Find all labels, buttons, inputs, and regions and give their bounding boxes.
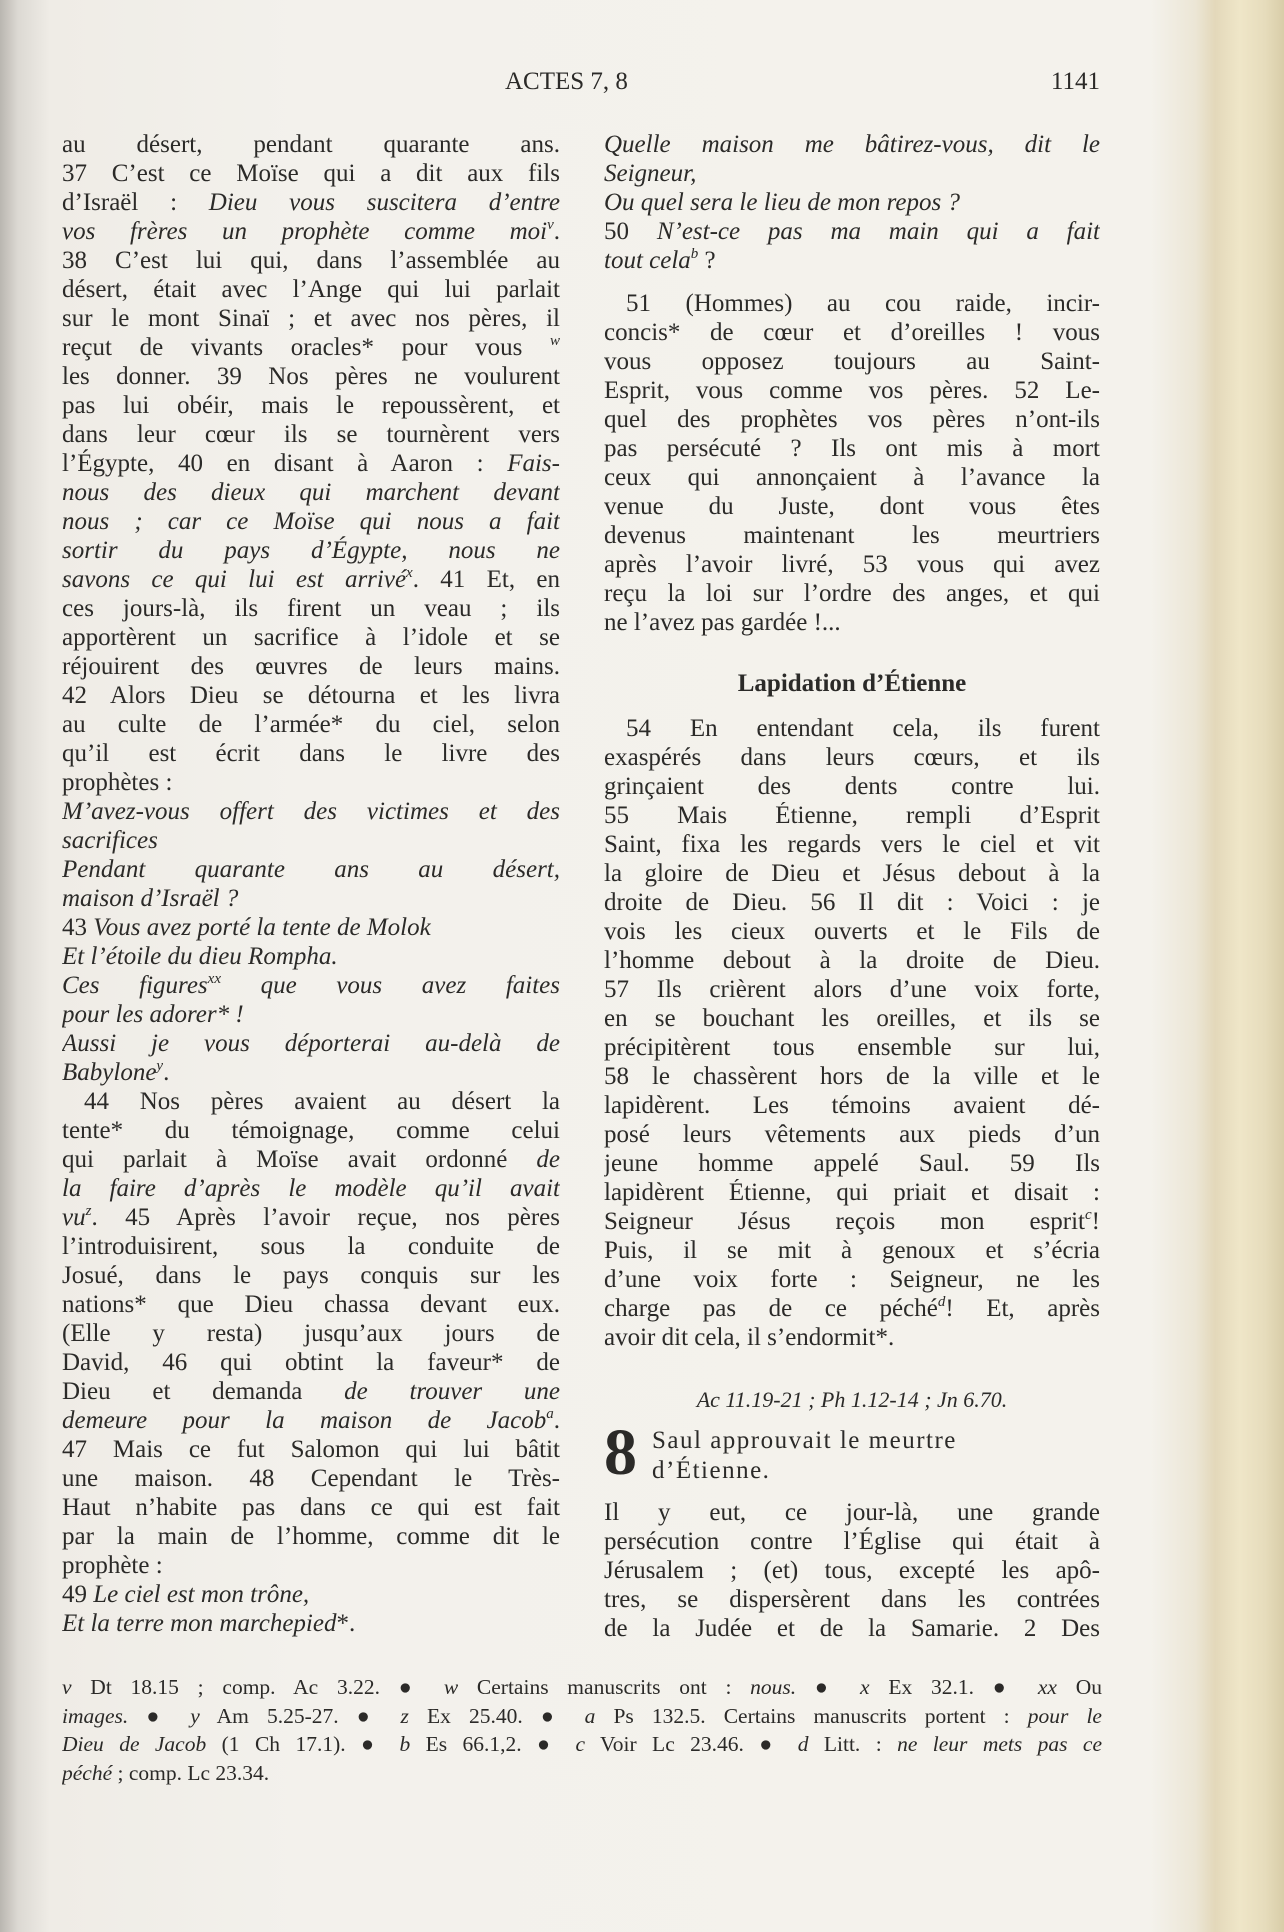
text-line <box>62 217 560 246</box>
text-run: 38 C’est lui qui, dans l’assemblée au <box>62 247 560 274</box>
text-run: Ps 132.5. Certains manuscrits portent : <box>595 1703 1028 1728</box>
text-run: exaspérés dans leurs cœurs, et ils <box>604 744 1100 771</box>
text-run: images. <box>62 1703 129 1728</box>
text-line <box>62 1174 560 1203</box>
text-run: lapidèrent Étienne, qui priait et disait : <box>604 1179 1100 1206</box>
text-run: de la Judée et de la Samarie. 2 Des <box>604 1615 1100 1642</box>
text-run: nous des dieux qui marchent devant <box>62 479 560 506</box>
text-line <box>604 1063 1100 1092</box>
text-run: concis* de cœur et d’oreilles ! vous <box>604 319 1100 346</box>
text-run: 50 <box>604 218 657 245</box>
text-line <box>604 434 1100 463</box>
text-line <box>604 1121 1100 1150</box>
text-line <box>62 797 560 826</box>
text-run: savons ce qui lui est arrivé <box>62 566 407 593</box>
text-run: Dieu de Jacob <box>62 1732 207 1757</box>
text-run: charge pas de ce péché <box>604 1295 938 1322</box>
text-line <box>62 1290 560 1319</box>
text-run: v <box>62 1675 72 1699</box>
text-line <box>62 768 560 797</box>
text-line <box>604 715 1100 744</box>
text-line <box>62 1406 560 1435</box>
text-run: pas lui obéir, mais le repoussèrent, et <box>62 392 560 419</box>
running-header-title: ACTES 7, 8 <box>505 68 628 95</box>
text-line <box>604 376 1100 405</box>
text-run: péché <box>62 1761 113 1786</box>
text-line <box>604 1585 1100 1614</box>
text-run: en se bouchant les oreilles, et ils se <box>604 1005 1100 1032</box>
text-run: Seigneur Jésus reçois mon esprit <box>604 1208 1085 1235</box>
text-line <box>604 347 1100 376</box>
text-line <box>62 507 560 536</box>
text-run: nous. <box>750 1675 797 1699</box>
text-run: Il y eut, ce jour-là, une grande <box>604 1499 1100 1526</box>
text-run: ! <box>1091 1208 1100 1235</box>
text-run: Voir Lc 23.46. ● <box>585 1732 798 1757</box>
right-column-quote <box>604 130 1100 275</box>
text-line <box>604 1614 1100 1643</box>
text-run: . 45 Après l’avoir reçue, nos pères <box>91 1204 560 1231</box>
text-line <box>62 1000 560 1029</box>
text-run: d <box>797 1732 809 1757</box>
text-line <box>62 536 560 565</box>
text-run: précipitèrent tous ensemble sur lui, <box>604 1034 1100 1061</box>
footnote-marker: x <box>406 565 413 581</box>
text-run: avoir dit cela, il s’endormit*. <box>604 1324 895 1351</box>
text-run: c <box>575 1732 585 1757</box>
text-line <box>604 1498 1100 1527</box>
text-run: w <box>443 1675 459 1699</box>
text-run: Dieu et demanda <box>62 1378 345 1405</box>
text-run: demeure pour la maison de Jacob <box>62 1407 547 1434</box>
text-run: par la main de l’homme, comme dit le <box>62 1523 560 1550</box>
footnotes <box>62 1673 1102 1788</box>
text-line <box>604 1527 1100 1556</box>
chapter-title-line1: Saul approuvait le meurtre <box>652 1427 957 1454</box>
text-run: qu’il est écrit dans le livre des <box>62 740 560 767</box>
text-run: ne leur mets pas ce <box>897 1732 1102 1757</box>
text-run: 57 Ils crièrent alors d’une voix forte, <box>604 976 1100 1003</box>
text-line <box>62 623 560 652</box>
footnote-marker: y <box>156 1058 164 1074</box>
text-run: Et la terre mon marchepied <box>62 1610 337 1637</box>
text-line <box>62 594 560 623</box>
text-run: ne l’avez pas gardée !... <box>604 609 841 636</box>
text-line <box>604 246 1100 275</box>
text-line <box>604 130 1100 159</box>
text-run: que vous avez faites <box>220 972 560 999</box>
text-run: Fais- <box>507 450 560 477</box>
text-line <box>62 1673 1102 1702</box>
text-line <box>62 913 560 942</box>
text-line <box>604 492 1100 521</box>
text-run: z <box>400 1703 409 1728</box>
text-run: x <box>860 1675 870 1699</box>
text-line <box>62 855 560 884</box>
text-line <box>62 1580 560 1609</box>
text-run: venue du Juste, dont vous êtes <box>604 493 1100 520</box>
text-run: désert, était avec l’Ange qui lui parlait <box>62 276 560 303</box>
text-run: Dt 18.15 ; comp. Ac 3.22. ● <box>71 1675 444 1699</box>
text-line <box>62 478 560 507</box>
text-run: 55 Mais Étienne, rempli d’Esprit <box>604 802 1100 829</box>
text-line <box>604 918 1100 947</box>
text-run: vois les cieux ouverts et le Fils de <box>604 918 1100 945</box>
text-line <box>62 652 560 681</box>
footnote-marker: a <box>546 1406 554 1422</box>
text-line <box>604 1237 1100 1266</box>
text-run: Certains manuscrits ont : <box>458 1675 751 1699</box>
text-run: Am 5.25-27. ● <box>199 1703 401 1728</box>
text-line <box>62 1730 1102 1759</box>
text-line <box>62 1551 560 1580</box>
text-run: 37 C’est ce Moïse qui a dit aux fils <box>62 160 560 187</box>
text-run: d’une voix forte : Seigneur, ne les <box>604 1266 1100 1293</box>
section-heading: Lapidation d’Étienne <box>737 670 967 697</box>
left-column <box>62 130 560 1638</box>
text-line <box>604 289 1100 318</box>
text-run: 47 Mais ce fut Salomon qui lui bâtit <box>62 1436 560 1463</box>
text-line <box>62 1702 1102 1731</box>
text-run: Ces figures <box>62 972 208 999</box>
text-run: ! Et, après <box>945 1295 1100 1322</box>
text-line <box>604 889 1100 918</box>
text-run: prophètes : <box>62 769 173 796</box>
text-run: reçu la loi sur l’ordre des anges, et qui <box>604 580 1100 607</box>
page-number: 1141 <box>1050 68 1100 95</box>
text-line <box>62 565 560 594</box>
text-run: pas persécuté ? Ils ont mis à mort <box>604 435 1100 462</box>
text-line <box>604 802 1100 831</box>
text-line <box>62 420 560 449</box>
text-run: Dieu vous suscitera d’entre <box>208 189 560 216</box>
text-line <box>62 333 560 362</box>
text-run: quel des prophètes vos pères n’ont-ils <box>604 406 1100 433</box>
text-run: Josué, dans le pays conquis sur les <box>62 1262 560 1289</box>
text-line <box>62 826 560 855</box>
text-line <box>604 947 1100 976</box>
text-line <box>62 1435 560 1464</box>
text-run: b <box>399 1732 411 1757</box>
text-line <box>604 1005 1100 1034</box>
text-run: (Elle y resta) jusqu’aux jours de <box>62 1320 560 1347</box>
text-run: l’introduisirent, sous la conduite de <box>62 1233 560 1260</box>
text-line <box>604 579 1100 608</box>
text-run: une maison. 48 Cependant le Très- <box>62 1465 560 1492</box>
text-line <box>62 1493 560 1522</box>
text-run: 43 <box>62 914 94 941</box>
text-line <box>62 188 560 217</box>
text-run: nous ; car ce Moïse qui nous a fait <box>62 508 560 535</box>
text-run: xx <box>1037 1675 1057 1699</box>
text-run: ● <box>128 1703 191 1728</box>
text-run: N’est-ce pas ma main qui a fait <box>656 218 1100 245</box>
text-run: au désert, pendant quarante ans. <box>62 131 560 158</box>
text-run: 51 (Hommes) au cou raide, incir- <box>626 290 1100 317</box>
text-line <box>62 1319 560 1348</box>
text-run: après l’avoir livré, 53 vous qui avez <box>604 551 1100 578</box>
text-run: 58 le chassèrent hors de la ville et le <box>604 1063 1100 1090</box>
text-run: la faire d’après le modèle qu’il avait <box>62 1175 560 1202</box>
text-line <box>604 1150 1100 1179</box>
text-line <box>62 1232 560 1261</box>
text-run: Babylone <box>62 1059 157 1086</box>
text-run: 49 <box>62 1581 94 1608</box>
text-run: sur le mont Sinaï ; et avec nos pères, il <box>62 305 560 332</box>
text-run: ceux qui annonçaient à l’avance la <box>604 464 1100 491</box>
text-run: au culte de l’armée* du ciel, selon <box>62 711 560 738</box>
text-run: prophète : <box>62 1552 163 1579</box>
text-line <box>62 391 560 420</box>
text-line <box>62 1116 560 1145</box>
text-run: persécution contre l’Église qui était à <box>604 1528 1100 1555</box>
text-run: de trouver une <box>344 1378 560 1405</box>
text-run: . <box>553 1407 560 1434</box>
text-run: reçut de vivants oracles* pour vous <box>62 334 550 361</box>
text-run: devenus maintenant les meurtriers <box>604 522 1100 549</box>
footnote-marker: xx <box>207 971 221 987</box>
text-run: lapidèrent. Les témoins avaient dé- <box>604 1092 1100 1119</box>
text-line <box>62 1522 560 1551</box>
text-line <box>604 1295 1100 1324</box>
chapter-number: 8 <box>604 1416 637 1489</box>
text-run: *. <box>336 1610 356 1637</box>
text-run: Aussi je vous déporterai au-delà de <box>62 1030 560 1057</box>
text-line <box>604 550 1100 579</box>
text-run: la gloire de Dieu et Jésus debout à la <box>604 860 1100 887</box>
text-run: ; comp. Lc 23.34. <box>112 1761 270 1786</box>
text-run: a <box>584 1703 596 1728</box>
text-line <box>62 159 560 188</box>
text-run: vos frères un prophète comme moi <box>62 218 548 245</box>
text-run: Pendant quarante ans au désert, <box>62 856 560 883</box>
text-run: Vous avez porté la tente de Molok <box>93 914 431 941</box>
text-run: Es 66.1,2. ● <box>410 1732 576 1757</box>
footnote-marker: v <box>547 217 554 233</box>
footnote-marker: b <box>690 246 699 262</box>
footnote-marker: c <box>1085 1208 1092 1223</box>
text-run: apportèrent un sacrifice à l’idole et se <box>62 624 560 651</box>
text-run: vous opposez toujours au Saint- <box>604 348 1100 375</box>
text-line <box>62 942 560 971</box>
text-run: 54 En entendant cela, ils furent <box>626 715 1100 742</box>
text-run: dans leur cœur ils se tournèrent vers <box>62 421 560 448</box>
text-run: nations* que Dieu chassa devant eux. <box>62 1291 560 1318</box>
text-run: Ou <box>1056 1675 1102 1699</box>
text-run: Ou quel sera le lieu de mon repos ? <box>604 189 960 216</box>
text-line <box>604 188 1100 217</box>
text-line <box>604 521 1100 550</box>
text-run: tente* du témoignage, comme celui <box>62 1117 560 1144</box>
text-line <box>62 449 560 478</box>
text-line <box>62 1029 560 1058</box>
text-line <box>604 744 1100 773</box>
footnote-marker: d <box>937 1295 946 1310</box>
text-line <box>62 1203 560 1232</box>
text-run: ● <box>796 1675 861 1699</box>
text-run: de <box>536 1146 560 1173</box>
text-run: maison d’Israël ? <box>62 885 239 912</box>
text-line <box>62 681 560 710</box>
text-run: y <box>190 1703 200 1728</box>
text-run: Litt. : <box>808 1732 898 1757</box>
text-run: grinçaient des dents contre lui. <box>604 773 1100 800</box>
text-line <box>62 739 560 768</box>
text-line <box>604 463 1100 492</box>
text-run: les donner. 39 Nos pères ne voulurent <box>62 363 560 390</box>
text-run: qui parlait à Moïse avait ordonné <box>62 1146 537 1173</box>
text-run: sortir du pays d’Égypte, nous ne <box>62 537 560 564</box>
text-line <box>62 971 560 1000</box>
text-line <box>62 1377 560 1406</box>
text-run: droite de Dieu. 56 Il dit : Voici : je <box>604 889 1100 916</box>
text-run: Seigneur, <box>604 160 697 187</box>
text-run: Et l’étoile du dieu Rompha. <box>62 943 338 970</box>
text-line <box>62 710 560 739</box>
text-line <box>62 1348 560 1377</box>
text-run: jeune homme appelé Saul. 59 Ils <box>604 1150 1100 1177</box>
text-line <box>604 976 1100 1005</box>
text-run: l’Égypte, 40 en disant à Aaron : <box>62 450 508 477</box>
text-run: Esprit, vous comme vos pères. 52 Le- <box>604 377 1100 404</box>
text-run: sacrifices <box>62 827 158 854</box>
text-line <box>604 1324 1100 1353</box>
text-line <box>604 1556 1100 1585</box>
text-line <box>604 318 1100 347</box>
text-run: posé leurs vêtements aux pieds d’un <box>604 1121 1100 1148</box>
text-run: Le ciel est mon trône, <box>93 1581 310 1608</box>
text-line <box>604 1208 1100 1237</box>
text-run: l’homme debout à la droite de Dieu. <box>604 947 1100 974</box>
text-run: 44 Nos pères avaient au désert la <box>84 1088 560 1115</box>
text-line <box>62 884 560 913</box>
text-line <box>604 831 1100 860</box>
text-line <box>62 1145 560 1174</box>
text-line <box>604 860 1100 889</box>
text-run: . <box>553 218 560 245</box>
text-line <box>62 130 560 159</box>
text-line <box>604 1179 1100 1208</box>
text-run: ces jours-là, ils firent un veau ; ils <box>62 595 560 622</box>
text-run: tout cela <box>604 247 691 274</box>
text-run: Ex 32.1. ● <box>869 1675 1038 1699</box>
text-run: . 41 Et, en <box>412 566 560 593</box>
text-run: (1 Ch 17.1). ● <box>206 1732 400 1757</box>
right-column-paragraph-51 <box>604 289 1100 637</box>
text-line <box>604 608 1100 637</box>
text-run: vu <box>62 1204 86 1231</box>
text-line <box>604 773 1100 802</box>
text-run: David, 46 qui obtint la faveur* de <box>62 1349 560 1376</box>
text-line <box>604 159 1100 188</box>
text-run: . <box>163 1059 170 1086</box>
right-column-paragraph-54 <box>604 715 1100 1353</box>
text-line <box>604 1266 1100 1295</box>
text-run: Haut n’habite pas dans ce qui est fait <box>62 1494 560 1521</box>
text-run: réjouirent des œuvres de leurs mains. <box>62 653 560 680</box>
text-run: Puis, il se mit à genoux et s’écria <box>604 1237 1100 1264</box>
text-run: d’Israël : <box>62 189 209 216</box>
text-line <box>62 1759 1102 1788</box>
text-run: Jérusalem ; (et) tous, excepté les apô- <box>604 1557 1100 1584</box>
text-line <box>604 1034 1100 1063</box>
text-line <box>62 1261 560 1290</box>
text-line <box>604 1092 1100 1121</box>
text-run: Ex 25.40. ● <box>408 1703 585 1728</box>
text-run: tres, se dispersèrent dans les contrées <box>604 1586 1100 1613</box>
text-run: ? <box>698 247 716 274</box>
cross-reference: Ac 11.19-21 ; Ph 1.12-14 ; Jn 6.70. <box>696 1387 1008 1412</box>
text-run: pour les adorer* ! <box>62 1001 244 1028</box>
text-line <box>62 1058 560 1087</box>
text-line <box>604 405 1100 434</box>
footnote-marker: z <box>85 1203 92 1219</box>
text-line <box>62 1087 560 1116</box>
text-line <box>62 246 560 275</box>
text-line <box>62 362 560 391</box>
text-line <box>62 1609 560 1638</box>
text-line <box>62 275 560 304</box>
text-line <box>62 304 560 333</box>
text-line <box>62 1464 560 1493</box>
text-run: 42 Alors Dieu se détourna et les livra <box>62 682 560 709</box>
text-run: Quelle maison me bâtirez-vous, dit le <box>604 131 1100 158</box>
footnote-marker: w <box>549 333 560 349</box>
chapter-title-line2: d’Étienne. <box>652 1457 771 1484</box>
text-run: Saint, fixa les regards vers le ciel et vit <box>604 831 1100 858</box>
text-line <box>604 217 1100 246</box>
right-column-chapter-8 <box>604 1498 1100 1643</box>
text-run: pour le <box>1027 1703 1102 1728</box>
text-run: M’avez-vous offert des victimes et des <box>62 798 560 825</box>
